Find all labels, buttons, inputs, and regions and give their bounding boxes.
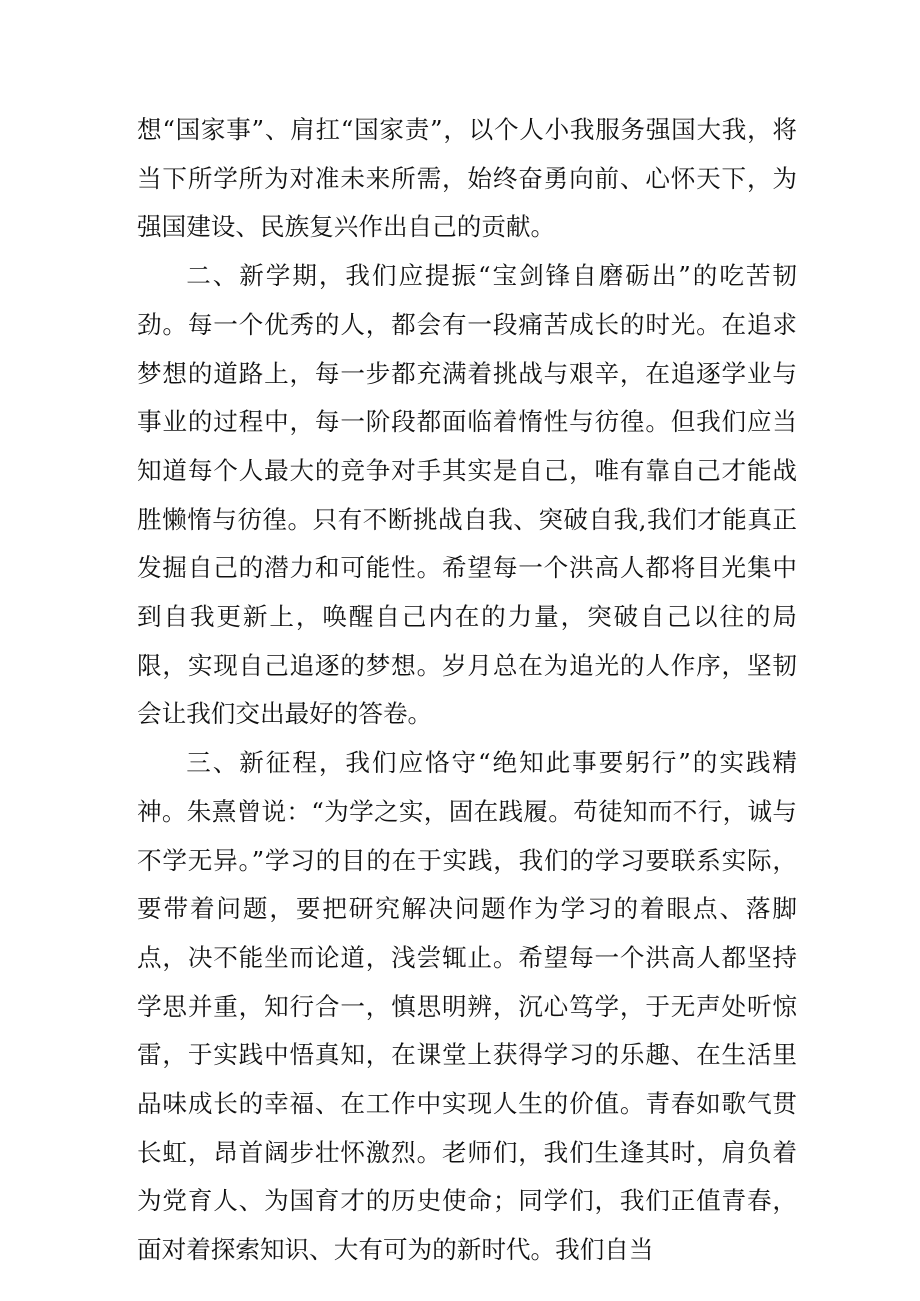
document-body	[137, 106, 797, 1275]
paragraph-section-two: 二、新学期，我们应提振“宝剑锋自磨砺出”的吃苦韧劲。每一个优秀的人，都会有一段痛苦成长的时光。在追求梦想的道路上，每一步都充满着挑战与艰辛，在追逐学业与事业的过程中，每一阶段都面临着惰性与彷徨。但我们应当知道每个人最大的竞争对手其实是自己，唯有靠自己才能战胜懒惰与彷徨。只有不断挑战自我、突破自我,我们才能真正发掘自己的潜力和可能性。希望每一个洪高人都将目光集中到自我更新上，唤醒自己内在的力量，突破自己以往的局限，实现自己追逐的梦想。岁月总在为追光的人作序，坚韧会让我们交出最好的答卷。	[137, 261, 797, 729]
paragraph-section-three: 三、新征程，我们应恪守“绝知此事要躬行”的实践精神。朱熹曾说：“为学之实，固在践履。苟徒知而不行，诚与不学无异。”学习的目的在于实践，我们的学习要联系实际，要带着问题，要把研究解决问题作为学习的着眼点、落脚点，决不能坐而论道，浅尝辄止。希望每一个洪高人都坚持学思并重，知行合一，慎思明辨，沉心笃学，于无声处听惊雷，于实践中悟真知，在课堂上获得学习的乐趣、在生活里品味成长的幸福、在工作中实现人生的价值。青春如歌气贯长虹，昂首阔步壮怀激烈。老师们，我们生逢其时，肩负着为党育人、为国育才的历史使命；同学们，我们正值青春，面对着探索知识、大有可为的新时代。我们自当	[137, 748, 797, 1265]
paragraph-continuation: 想“国家事”、肩扛“国家责”，以个人小我服务强国大我，将当下所学所为对准未来所需，始终奋勇向前、心怀天下，为强国建设、民族复兴作出自己的贡献。	[137, 115, 797, 242]
